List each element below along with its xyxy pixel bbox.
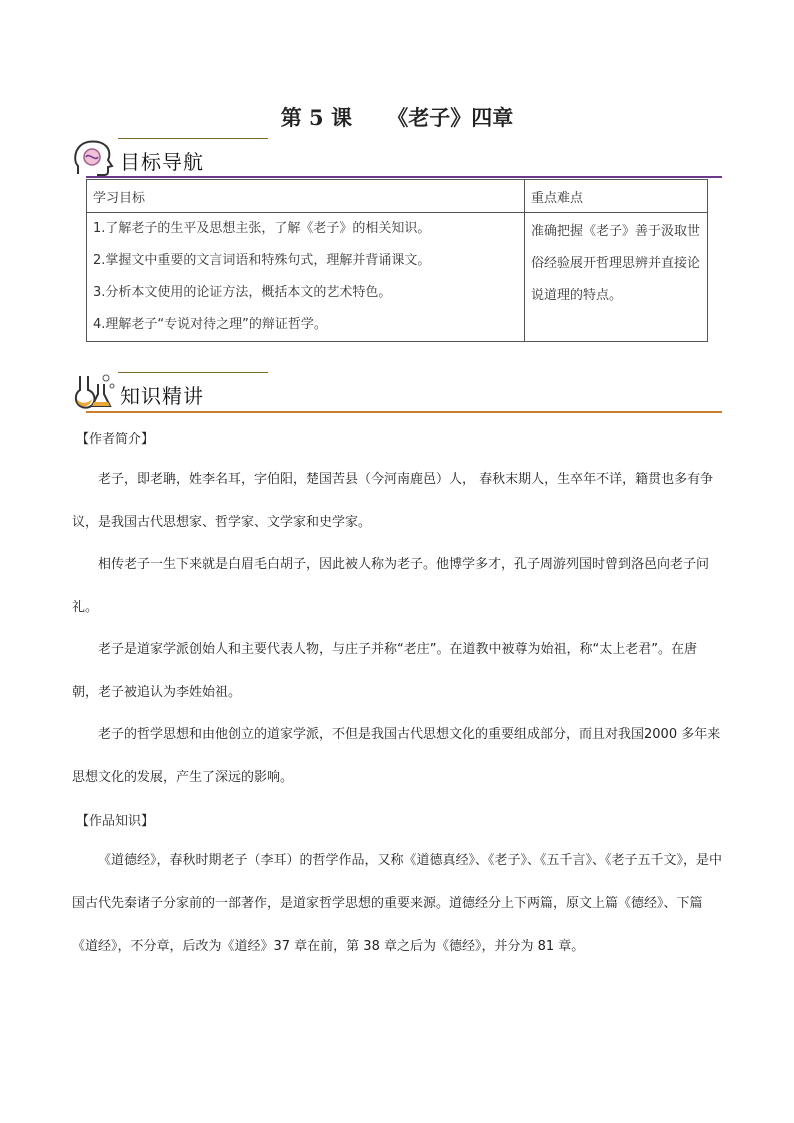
page-title [0,102,794,132]
goals-table [86,179,708,342]
author-intro-heading: 【作者简介】 [76,432,155,447]
section-rule-knowledge [86,411,722,413]
section-label-knowledge: 知识精讲 [120,384,204,408]
goals-table-header-row [87,180,708,213]
section-rule-goals [86,176,722,178]
goal-item: 4.理解老子“专说对待之理”的辩证哲学。 [93,317,327,332]
flask-icon [72,372,116,416]
section-header-goals [72,138,722,180]
goal-item: 2.掌握文中重要的文言词语和特殊句式，理解并背诵课文。 [93,253,431,268]
lesson-number: 第 5 课 [280,105,352,130]
header-key-points: 重点难点 [525,180,708,213]
author-paragraph: 老子是道家学派创始人和主要代表人物，与庄子并称“老庄”。在道教中被尊为始祖，称“太上老君”。在唐朝，老子被追认为李姓始祖。 [72,642,697,700]
header-learning-goals: 学习目标 [87,180,525,213]
header-top-bar [118,372,268,373]
goals-table-body-row [87,213,708,342]
key-points-text: 准确把握《老子》善于汲取世俗经验展开哲理思辨并直接论说道理的特点。 [525,213,708,342]
author-paragraph: 老子，即老聃，姓李名耳，字伯阳，楚国苦县（今河南鹿邑）人， 春秋末期人，生卒年不详，籍贯也多有争议，是我国古代思想家、哲学家、文学家和史学家。 [72,472,714,530]
section-header-knowledge [72,372,722,414]
goal-item: 1.了解老子的生平及思想主张，了解《老子》的相关知识。 [93,221,431,236]
lesson-name: 《老子》四章 [387,105,514,130]
section-label-goals: 目标导航 [120,150,204,174]
author-paragraph: 老子的哲学思想和由他创立的道家学派，不但是我国古代思想文化的重要组成部分，而且对我国2000 多年来思想文化的发展，产生了深远的影响。 [72,727,721,785]
goals-list [87,213,525,342]
goal-item: 3.分析本文使用的论证方法，概括本文的艺术特色。 [93,285,392,300]
work-paragraph: 《道德经》，春秋时期老子（李耳）的哲学作品，又称《道德真经》、《老子》、《五千言》、《老子五千文》，是中国古代先秦诸子分家前的一部著作，是道家哲学思想的重要来源。道德经分上下两篇，原文上篇《德经》、下篇《道经》，不分章，后改为《道经》37 章在前，第 38 章之后为《德经》，并分为 81 章。 [72,853,723,954]
work-knowledge-heading: 【作品知识】 [76,814,155,829]
author-paragraph: 相传老子一生下来就是白眉毛白胡子，因此被人称为老子。他博学多才，孔子周游列国时曾到洛邑向老子问礼。 [72,557,710,615]
header-top-bar [118,138,268,139]
